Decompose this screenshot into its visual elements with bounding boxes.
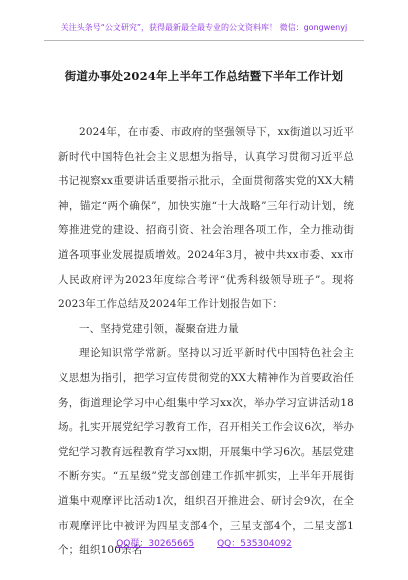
section-heading: 一、坚持党建引领，凝聚奋进力量 <box>79 322 239 335</box>
body-paragraph: 理论知识常学常新。坚持以习近平新时代中国特色社会主义思想为指引，把学习宣传贯彻党的XX大精神作为首要政治任务，街道理论学习中心组集中学习xx次，举办学习宣讲活动18场。扎实开展党纪学习教育工作，召开相关工作会议6次，举办党纪学习教育远程教育学习xx期，开展集中学习6次。基层党建不断夯实。“五星级”党支部创建工作抓牢抓实，上半年开展街道集中观摩评比活动1次，组织召开推进会、研讨会9次，在全市观摩评比中被评为四星支部4个，三星支部4个，二星支部1个；组织100余名 <box>58 347 354 557</box>
document-title: 街道办事处2024年上半年工作总结暨下半年工作计划 <box>64 69 344 83</box>
qq-group-link[interactable]: QQ群：30265665 <box>116 539 195 549</box>
header-divider <box>44 40 364 41</box>
document-body <box>58 120 354 563</box>
intro-paragraph: 2024年，在市委、市政府的坚强领导下，xx街道以习近平新时代中国特色社会主义思想为指导，认真学习贯彻习近平总书记视察xx重要讲话重要指示批示，全面贯彻落实党的XX大精神，锚定“两个确保”，加快实施“十大战略”三年行动计划，统筹推进党的建设、招商引资、社会治理各项工作，全力推动街道各项事业发展提质增效。2024年3月，被中共xx市委、xx市人民政府评为2023年度综合考评“优秀科级领导班子”。现将2023年工作总结及2024年工作计划报告如下： <box>58 126 354 311</box>
header-notice: 关注头条号“公文研究”，获得最新最全最专业的公文资料库！ 微信：gongwenyj <box>60 23 348 32</box>
qq-contact-link[interactable]: QQ：535304092 <box>217 539 292 549</box>
footer-contacts <box>0 536 408 549</box>
